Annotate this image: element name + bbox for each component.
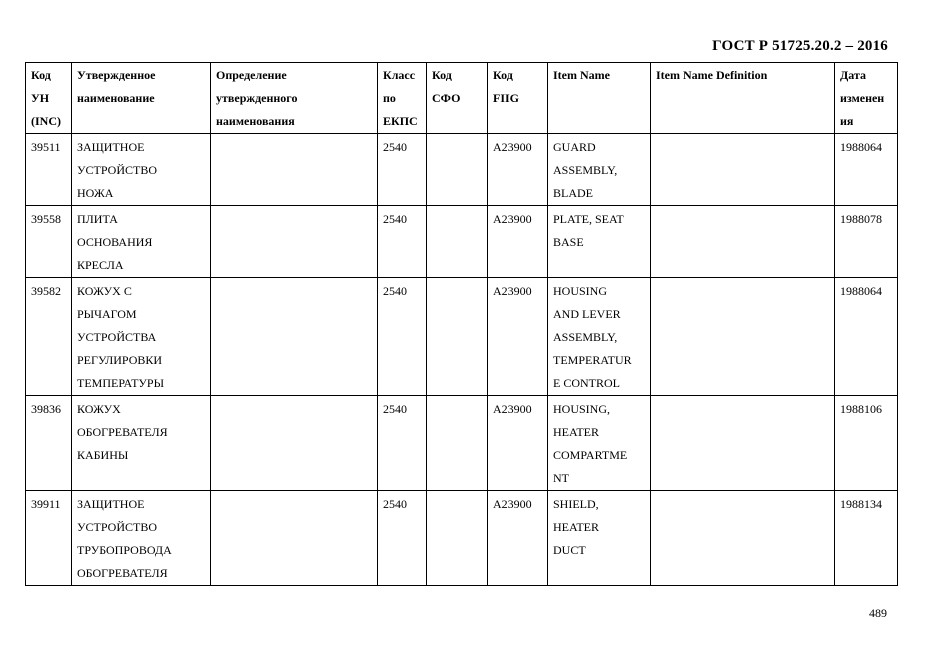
cell-text-line: BLADE	[553, 186, 593, 200]
cell-text-line: ОСНОВАНИЯ	[77, 235, 153, 249]
inc-cell: 39911	[26, 491, 72, 586]
cell-text-line: КОЖУХ	[77, 402, 121, 416]
name-definition-cell	[211, 396, 378, 491]
approved-name-cell	[72, 396, 211, 491]
header-label-line: утвержденного	[216, 91, 298, 105]
cell-text-line: TEMPERATUR	[553, 353, 632, 367]
header-label-line: наименование	[77, 91, 155, 105]
table-body	[26, 134, 898, 586]
name-definition-cell	[211, 206, 378, 278]
nomenclature-table	[25, 62, 898, 586]
header-change-date	[835, 63, 898, 134]
cell-text-line: E CONTROL	[553, 376, 620, 390]
cell-text-line: BASE	[553, 235, 584, 249]
table-row	[26, 396, 898, 491]
cell-text-line: ОБОГРЕВАТЕЛЯ	[77, 425, 168, 439]
cell-text-line: УСТРОЙСТВО	[77, 163, 157, 177]
table-row	[26, 278, 898, 396]
header-label-line: УН	[31, 91, 50, 105]
header-class	[378, 63, 427, 134]
header-label-line: ия	[840, 114, 854, 128]
header-label-line: СФО	[432, 91, 461, 105]
document-standard-header: ГОСТ Р 51725.20.2 – 2016	[712, 38, 888, 54]
class-cell: 2540	[378, 206, 427, 278]
header-label-line: (INC)	[31, 114, 61, 128]
item-name-cell	[548, 134, 651, 206]
header-label-line: Код	[432, 68, 452, 82]
cell-text-line: ЗАЩИТНОЕ	[77, 497, 145, 511]
cell-text-line: NT	[553, 471, 569, 485]
header-label-line: FIIG	[493, 91, 520, 105]
header-item-name	[548, 63, 651, 134]
fiig-code-cell: A23900	[488, 206, 548, 278]
header-name-definition	[211, 63, 378, 134]
cell-text-line: HEATER	[553, 520, 599, 534]
header-label-line: Дата	[840, 68, 866, 82]
item-name-definition-cell	[651, 206, 835, 278]
change-date-cell: 1988134	[835, 491, 898, 586]
item-name-cell	[548, 278, 651, 396]
class-cell: 2540	[378, 396, 427, 491]
cell-text-line: КАБИНЫ	[77, 448, 129, 462]
header-label-line: Код	[493, 68, 513, 82]
sfo-code-cell	[427, 396, 488, 491]
fiig-code-cell: A23900	[488, 134, 548, 206]
class-cell: 2540	[378, 278, 427, 396]
page-number: 489	[869, 606, 887, 620]
fiig-code-cell: A23900	[488, 278, 548, 396]
header-approved-name	[72, 63, 211, 134]
cell-text-line: ЗАЩИТНОЕ	[77, 140, 145, 154]
table-row	[26, 134, 898, 206]
inc-cell: 39511	[26, 134, 72, 206]
header-fiig-code	[488, 63, 548, 134]
cell-text-line: COMPARTME	[553, 448, 628, 462]
name-definition-cell	[211, 278, 378, 396]
cell-text-line: SHIELD,	[553, 497, 599, 511]
inc-cell: 39836	[26, 396, 72, 491]
change-date-cell: 1988064	[835, 278, 898, 396]
sfo-code-cell	[427, 278, 488, 396]
header-label-line: по	[383, 91, 396, 105]
cell-text-line: КОЖУХ С	[77, 284, 132, 298]
class-cell: 2540	[378, 134, 427, 206]
header-label-line: наименования	[216, 114, 295, 128]
sfo-code-cell	[427, 134, 488, 206]
header-sfo-code	[427, 63, 488, 134]
header-label-line: ЕКПС	[383, 114, 418, 128]
fiig-code-cell: A23900	[488, 396, 548, 491]
table-header-row	[26, 63, 898, 134]
cell-text-line: ОБОГРЕВАТЕЛЯ	[77, 566, 168, 580]
cell-text-line: DUCT	[553, 543, 586, 557]
cell-text-line: РЫЧАГОМ	[77, 307, 137, 321]
approved-name-cell	[72, 278, 211, 396]
inc-cell: 39582	[26, 278, 72, 396]
cell-text-line: ПЛИТА	[77, 212, 118, 226]
sfo-code-cell	[427, 206, 488, 278]
table-row	[26, 491, 898, 586]
inc-cell: 39558	[26, 206, 72, 278]
change-date-cell: 1988106	[835, 396, 898, 491]
header-label-line: Item Name Definition	[656, 68, 768, 82]
item-name-cell	[548, 396, 651, 491]
header-label-line: Определение	[216, 68, 287, 82]
item-name-definition-cell	[651, 134, 835, 206]
fiig-code-cell: A23900	[488, 491, 548, 586]
cell-text-line: PLATE, SEAT	[553, 212, 624, 226]
cell-text-line: ТРУБОПРОВОДА	[77, 543, 172, 557]
name-definition-cell	[211, 491, 378, 586]
item-name-cell	[548, 206, 651, 278]
item-name-definition-cell	[651, 491, 835, 586]
cell-text-line: УСТРОЙСТВА	[77, 330, 157, 344]
cell-text-line: HOUSING	[553, 284, 607, 298]
header-label-line: Item Name	[553, 68, 610, 82]
cell-text-line: HOUSING,	[553, 402, 610, 416]
cell-text-line: НОЖА	[77, 186, 114, 200]
change-date-cell: 1988064	[835, 134, 898, 206]
header-label-line: Класс	[383, 68, 416, 82]
cell-text-line: УСТРОЙСТВО	[77, 520, 157, 534]
name-definition-cell	[211, 134, 378, 206]
sfo-code-cell	[427, 491, 488, 586]
header-inc	[26, 63, 72, 134]
cell-text-line: ASSEMBLY,	[553, 163, 618, 177]
cell-text-line: AND LEVER	[553, 307, 621, 321]
class-cell: 2540	[378, 491, 427, 586]
item-name-cell	[548, 491, 651, 586]
item-name-definition-cell	[651, 396, 835, 491]
header-item-name-definition	[651, 63, 835, 134]
header-label-line: изменен	[840, 91, 885, 105]
cell-text-line: ASSEMBLY,	[553, 330, 618, 344]
cell-text-line: ТЕМПЕРАТУРЫ	[77, 376, 165, 390]
cell-text-line: РЕГУЛИРОВКИ	[77, 353, 163, 367]
header-label-line: Утвержденное	[77, 68, 156, 82]
cell-text-line: HEATER	[553, 425, 599, 439]
cell-text-line: КРЕСЛА	[77, 258, 124, 272]
cell-text-line: GUARD	[553, 140, 596, 154]
approved-name-cell	[72, 491, 211, 586]
table-row	[26, 206, 898, 278]
change-date-cell: 1988078	[835, 206, 898, 278]
approved-name-cell	[72, 206, 211, 278]
header-label-line: Код	[31, 68, 51, 82]
item-name-definition-cell	[651, 278, 835, 396]
approved-name-cell	[72, 134, 211, 206]
